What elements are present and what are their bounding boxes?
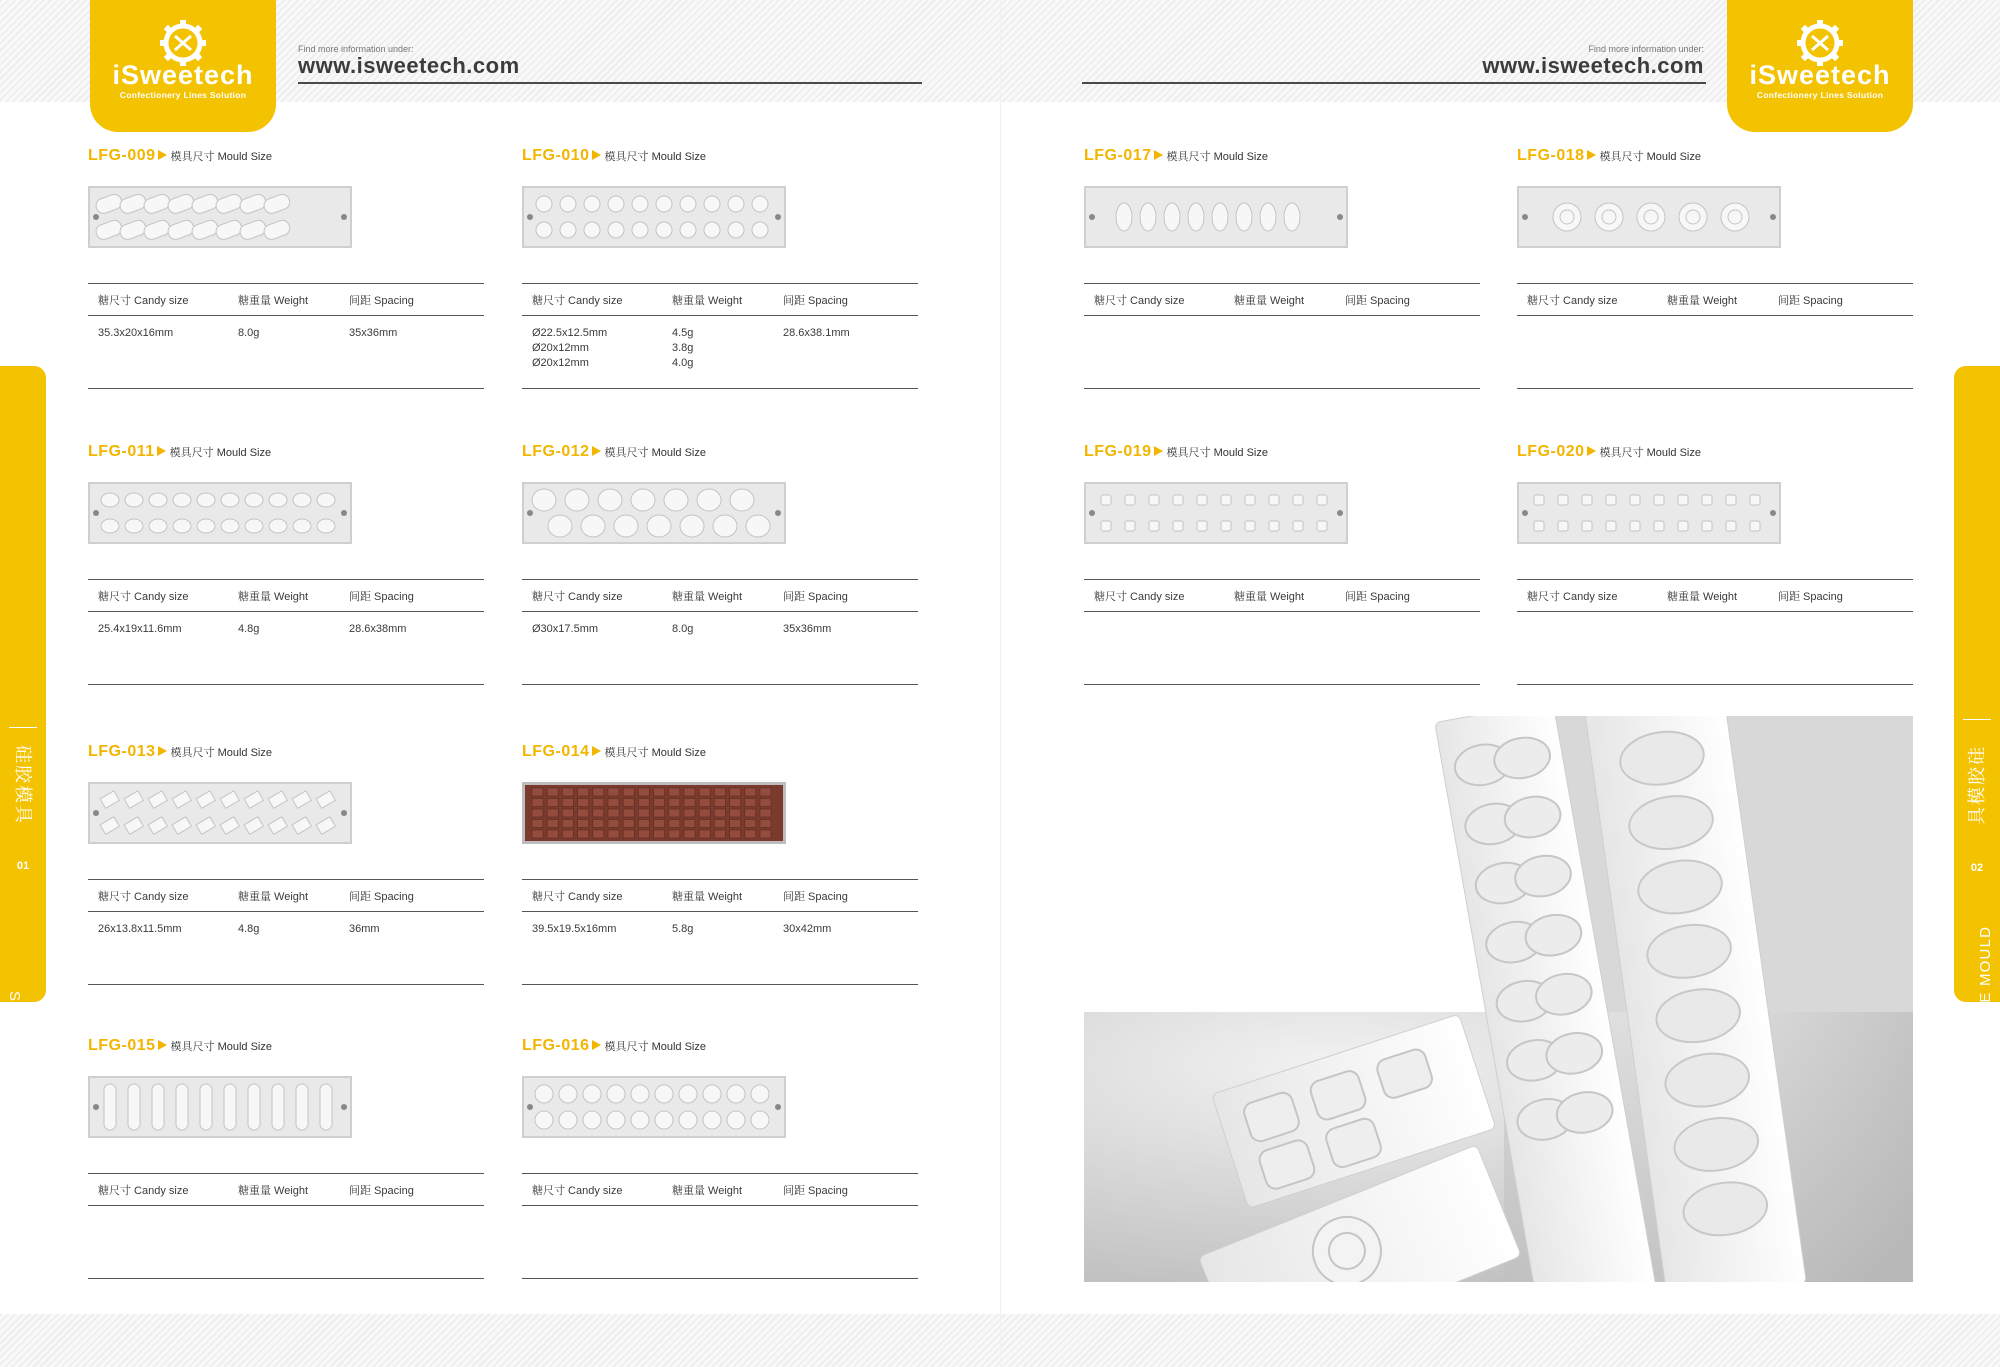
find-more-text: Find more information under: <box>298 44 414 54</box>
table-rule <box>522 388 918 389</box>
arrow-right-icon <box>592 1040 601 1050</box>
product-title <box>88 442 271 462</box>
mould-image <box>1084 482 1348 544</box>
product-code: LFG-011 <box>88 443 155 460</box>
product-title <box>88 146 272 166</box>
table-rule <box>1084 388 1480 389</box>
table-rule <box>88 684 484 685</box>
weight-header: 糖重量 Weight <box>238 891 309 903</box>
weight-header: 糖重量 Weight <box>238 1185 309 1197</box>
table-rule <box>1517 611 1913 612</box>
find-more-text: Find more information under: <box>1588 44 1704 54</box>
product-code: LFG-013 <box>88 743 156 760</box>
brand-tagline: Confectionery Lines Solution <box>119 90 247 100</box>
table-rule <box>1084 283 1480 284</box>
weight-header: 糖重量 Weight <box>238 295 309 307</box>
spacing-value: 30x42mm <box>783 923 832 935</box>
product-title <box>1084 442 1268 462</box>
mould-product-photo <box>1084 716 1913 1282</box>
product-code: LFG-019 <box>1084 443 1152 460</box>
table-rule <box>522 911 918 912</box>
table-rule <box>88 1205 484 1206</box>
table-rule <box>1517 684 1913 685</box>
website-link[interactable]: www.isweetech.com <box>298 53 520 78</box>
spacing-header: 间距 Spacing <box>349 591 414 603</box>
brand-tagline: Confectionery Lines Solution <box>1756 90 1884 100</box>
page-number: 02 <box>1970 862 1984 874</box>
arrow-right-icon <box>158 1040 167 1050</box>
website-link[interactable]: www.isweetech.com <box>1482 53 1704 78</box>
mould-size-label: 模具尺寸 Mould Size <box>1599 447 1701 459</box>
table-rule <box>88 283 484 284</box>
mould-image <box>1084 186 1348 248</box>
side-divider <box>9 727 37 728</box>
table-rule <box>522 1278 918 1279</box>
candy-size-value: 25.4x19x11.6mm <box>98 623 182 635</box>
table-rule <box>88 611 484 612</box>
section-label-en: SILICONE MOULD <box>6 991 23 1137</box>
candy-size-header: 糖尺寸 Candy size <box>532 1185 623 1197</box>
mould-size-label: 模具尺寸 Mould Size <box>604 151 706 163</box>
spacing-header: 间距 Spacing <box>783 591 848 603</box>
candy-size-header: 糖尺寸 Candy size <box>532 591 623 603</box>
section-label-cn: 硅 胶 模 具 <box>13 745 33 823</box>
weight-header: 糖重量 Weight <box>672 891 743 903</box>
mould-image <box>522 1076 786 1138</box>
spacing-header: 间距 Spacing <box>349 891 414 903</box>
arrow-right-icon <box>1587 150 1596 160</box>
mould-image <box>522 782 786 844</box>
product-title <box>1517 146 1701 166</box>
product-title <box>522 1036 706 1056</box>
mould-image <box>1517 186 1781 248</box>
arrow-right-icon <box>157 446 166 456</box>
weight-value: 8.0g <box>238 327 260 339</box>
product-title <box>522 146 706 166</box>
weight-value: 5.8g <box>672 923 694 935</box>
table-rule <box>88 388 484 389</box>
table-rule <box>522 1173 918 1174</box>
mould-size-label: 模具尺寸 Mould Size <box>170 151 272 163</box>
weight-header: 糖重量 Weight <box>672 295 743 307</box>
arrow-right-icon <box>592 150 601 160</box>
mould-image <box>1517 482 1781 544</box>
product-title <box>522 442 706 462</box>
table-rule <box>88 315 484 316</box>
weight-header: 糖重量 Weight <box>672 1185 743 1197</box>
table-rule <box>522 879 918 880</box>
spacing-value: 35x36mm <box>783 623 832 635</box>
page-gutter <box>1000 0 1001 1367</box>
page-number: 01 <box>16 860 30 872</box>
mould-size-label: 模具尺寸 Mould Size <box>1599 151 1701 163</box>
table-rule <box>1517 315 1913 316</box>
product-code: LFG-014 <box>522 743 590 760</box>
product-code: LFG-018 <box>1517 147 1585 164</box>
weight-header: 糖重量 Weight <box>1234 591 1305 603</box>
arrow-right-icon <box>158 746 167 756</box>
product-title <box>1084 146 1268 166</box>
mould-image <box>88 482 352 544</box>
arrow-right-icon <box>158 150 167 160</box>
product-title <box>1517 442 1701 462</box>
candy-size-header: 糖尺寸 Candy size <box>1094 295 1185 307</box>
candy-size-header: 糖尺寸 Candy size <box>98 295 189 307</box>
logo-left <box>90 0 276 132</box>
candy-size-value: Ø30x17.5mm <box>532 623 599 635</box>
brand-name: iSweetech <box>112 60 254 90</box>
candy-size-header: 糖尺寸 Candy size <box>532 891 623 903</box>
mould-image <box>88 186 352 248</box>
product-code: LFG-009 <box>88 147 156 164</box>
weight-value: 4.8g <box>238 623 260 635</box>
mould-size-label: 模具尺寸 Mould Size <box>1166 151 1268 163</box>
spacing-header: 间距 Spacing <box>783 295 848 307</box>
weight-header: 糖重量 Weight <box>1667 295 1738 307</box>
header-divider <box>1082 82 1706 84</box>
side-divider <box>1963 719 1991 720</box>
candy-size-header: 糖尺寸 Candy size <box>98 591 189 603</box>
table-rule <box>1084 315 1480 316</box>
mould-image <box>522 482 786 544</box>
spacing-header: 间距 Spacing <box>1778 591 1843 603</box>
mould-size-label: 模具尺寸 Mould Size <box>169 447 272 459</box>
table-rule <box>522 611 918 612</box>
logo-right <box>1727 0 1913 132</box>
candy-size-header: 糖尺寸 Candy size <box>1527 295 1618 307</box>
candy-size-value: 39.5x19.5x16mm <box>532 923 617 935</box>
candy-size-header: 糖尺寸 Candy size <box>98 891 189 903</box>
section-label-en: SILICONE MOULD <box>1977 925 1994 1071</box>
mould-size-label: 模具尺寸 Mould Size <box>1166 447 1268 459</box>
table-rule <box>88 1173 484 1174</box>
spacing-header: 间距 Spacing <box>1345 295 1410 307</box>
product-code: LFG-012 <box>522 443 590 460</box>
table-rule <box>522 984 918 985</box>
site-info-left <box>298 44 520 79</box>
brand-name: iSweetech <box>1749 60 1891 90</box>
arrow-right-icon <box>1587 446 1596 456</box>
spacing-value: 36mm <box>349 923 380 935</box>
table-rule <box>522 684 918 685</box>
product-code: LFG-020 <box>1517 443 1585 460</box>
spacing-header: 间距 Spacing <box>783 891 848 903</box>
candy-size-header: 糖尺寸 Candy size <box>1527 591 1618 603</box>
candy-size-header: 糖尺寸 Candy size <box>1094 591 1185 603</box>
spacing-value: 35x36mm <box>349 327 398 339</box>
weight-header: 糖重量 Weight <box>238 591 309 603</box>
section-label-cn: 硅 胶 模 具 <box>1967 747 1987 825</box>
arrow-right-icon <box>1154 150 1163 160</box>
table-rule <box>522 1205 918 1206</box>
candy-size-value: 35.3x20x16mm <box>98 327 174 339</box>
arrow-right-icon <box>592 746 601 756</box>
spacing-header: 间距 Spacing <box>1778 295 1843 307</box>
mould-size-label: 模具尺寸 Mould Size <box>170 747 272 759</box>
table-rule <box>88 579 484 580</box>
site-info-right <box>1482 44 1704 79</box>
product-code: LFG-010 <box>522 147 590 164</box>
table-rule <box>1517 579 1913 580</box>
product-title <box>88 1036 272 1056</box>
table-rule <box>88 879 484 880</box>
table-rule <box>88 911 484 912</box>
mould-size-label: 模具尺寸 Mould Size <box>170 1041 272 1053</box>
arrow-right-icon <box>1154 446 1163 456</box>
table-rule <box>522 315 918 316</box>
table-rule <box>522 579 918 580</box>
weight-value: 8.0g <box>672 623 694 635</box>
table-rule <box>1084 684 1480 685</box>
side-tab-left <box>0 366 46 1137</box>
table-rule <box>1084 579 1480 580</box>
mould-image <box>522 186 786 248</box>
header-divider <box>298 82 922 84</box>
product-title <box>522 742 706 762</box>
mould-image <box>88 782 352 844</box>
weight-value: 4.5g 3.8g 4.0g <box>672 327 694 369</box>
mould-size-label: 模具尺寸 Mould Size <box>604 1041 706 1053</box>
product-code: LFG-016 <box>522 1037 590 1054</box>
product-title <box>88 742 272 762</box>
spacing-header: 间距 Spacing <box>1345 591 1410 603</box>
candy-size-value: 26x13.8x11.5mm <box>98 923 182 935</box>
arrow-right-icon <box>592 446 601 456</box>
table-rule <box>1084 611 1480 612</box>
spacing-value: 28.6x38.1mm <box>783 327 850 339</box>
spacing-header: 间距 Spacing <box>349 295 414 307</box>
weight-header: 糖重量 Weight <box>1234 295 1305 307</box>
table-rule <box>522 283 918 284</box>
table-rule <box>1517 388 1913 389</box>
weight-header: 糖重量 Weight <box>1667 591 1738 603</box>
product-code: LFG-015 <box>88 1037 156 1054</box>
spacing-header: 间距 Spacing <box>783 1185 848 1197</box>
mould-size-label: 模具尺寸 Mould Size <box>604 447 706 459</box>
candy-size-header: 糖尺寸 Candy size <box>532 295 623 307</box>
weight-value: 4.8g <box>238 923 260 935</box>
candy-size-value: Ø22.5x12.5mm Ø20x12mm Ø20x12mm <box>532 327 608 369</box>
mould-size-label: 模具尺寸 Mould Size <box>604 747 706 759</box>
table-rule <box>88 984 484 985</box>
table-rule <box>88 1278 484 1279</box>
weight-header: 糖重量 Weight <box>672 591 743 603</box>
table-rule <box>1517 283 1913 284</box>
mould-image <box>88 1076 352 1138</box>
spacing-value: 28.6x38mm <box>349 623 407 635</box>
product-code: LFG-017 <box>1084 147 1152 164</box>
side-tab-right <box>1954 366 2000 1071</box>
spacing-header: 间距 Spacing <box>349 1185 414 1197</box>
candy-size-header: 糖尺寸 Candy size <box>98 1185 189 1197</box>
